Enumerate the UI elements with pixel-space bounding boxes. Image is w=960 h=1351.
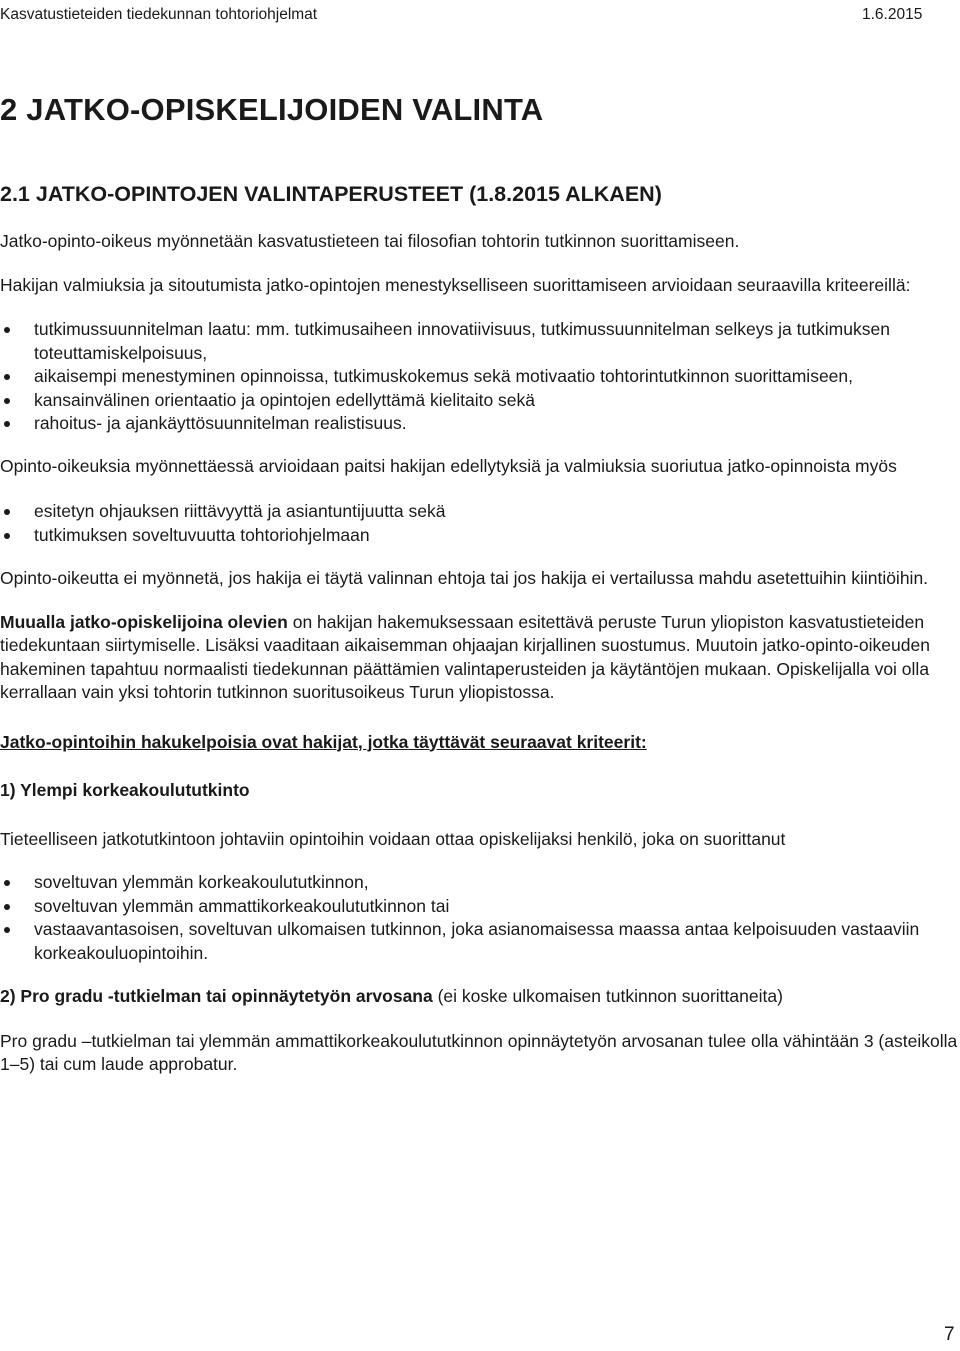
list-item-text: esitetyn ohjauksen riittävyyttä ja asiantuntijuutta sekä	[34, 501, 446, 521]
list-item-text: aikaisempi menestyminen opinnoissa, tutkimuskokemus sekä motivaatio tohtorintutkinnon suorittamiseen,	[34, 366, 854, 386]
header-title: Kasvatustieteiden tiedekunnan tohtoriohjelmat	[0, 6, 318, 23]
list-item-text: soveltuvan ylemmän ammattikorkeakoulututkinnon tai	[34, 895, 450, 916]
list-item	[0, 524, 960, 548]
paragraph-assessment: Opinto-oikeuksia myönnettäessä arvioidaan paitsi hakijan edellytyksiä ja valmiuksia suoriutua jatko-opinnoista myös	[0, 455, 897, 476]
list-item	[0, 318, 960, 365]
bullet-icon	[4, 533, 10, 539]
page-header	[0, 6, 960, 26]
subsection-heading: 2.1 JATKO-OPINTOJEN VALINTAPERUSTEET (1.8.2015 ALKAEN)	[0, 182, 662, 206]
criteria-list	[0, 318, 960, 436]
transfer-text: on hakijan hakemuksessaan esitettävä peruste Turun yliopiston kasvatustieteiden tiedekuntaan siirtymiselle. Lisäksi vaaditaan aikaisemman ohjaajan kirjallinen suostumus. Muutoin jatko-opinto-oikeuden hakeminen tapahtuu normaalisti tiedekunnan päättämien valintaperusteiden ja käytäntöjen mukaan. Opiskelijalla voi olla kerrallaan vain yksi tohtorin tutkinnon suoritusoikeus Turun yliopistossa.	[0, 611, 930, 702]
list-item	[0, 871, 960, 895]
paragraph-transfer	[0, 611, 960, 705]
list-item	[0, 389, 960, 413]
list-item-text: soveltuvan ylemmän korkeakoulututkinnon,	[34, 872, 369, 892]
document-body	[0, 230, 960, 1077]
bullet-icon	[4, 327, 10, 333]
section-heading: 2 JATKO-OPISKELIJOIDEN VALINTA	[0, 92, 544, 127]
criterion2-note: (ei koske ulkomaisen tutkinnon suorittaneita)	[432, 986, 783, 1006]
list-item-text: tutkimussuunnitelman laatu: mm. tutkimusaiheen innovatiivisuus, tutkimussuunnitelman selkeys ja tutkimuksen toteuttamiskelpoisuus,	[34, 319, 890, 363]
criterion2-paragraph	[0, 985, 960, 1009]
bullet-icon	[4, 398, 10, 404]
bullet-icon	[4, 904, 10, 910]
bullet-icon	[4, 927, 10, 933]
list-item	[0, 412, 960, 436]
page-number: 7	[944, 1324, 955, 1345]
criterion2-text: Pro gradu –tutkielman tai ylemmän ammattikorkeakoulututkinnon opinnäytetyön arvosanan tulee olla vähintään 3 (asteikolla 1–5) tai cum laude approbatur.	[0, 1030, 958, 1074]
assessment-list	[0, 500, 960, 547]
bullet-icon	[4, 880, 10, 886]
criterion2-heading: 2) Pro gradu -tutkielman tai opinnäytetyön arvosana	[0, 986, 433, 1006]
list-item	[0, 365, 960, 389]
bullet-icon	[4, 421, 10, 427]
list-item-text: tutkimuksen soveltuvuutta tohtoriohjelmaan	[34, 524, 370, 545]
degree-list	[0, 871, 960, 965]
criterion1-heading: 1) Ylempi korkeakoulututkinto	[0, 780, 250, 800]
transfer-emphasis: Muualla jatko-opiskelijoina olevien	[0, 611, 288, 632]
list-item	[0, 500, 960, 524]
list-item-text: rahoitus- ja ajankäyttösuunnitelman realistisuus.	[34, 413, 407, 433]
header-date: 1.6.2015	[862, 6, 923, 23]
bullet-icon	[4, 374, 10, 380]
bullet-icon	[4, 509, 10, 515]
paragraph-intro: Jatko-opinto-oikeus myönnetään kasvatustieteen tai filosofian tohtorin tutkinnon suorittamiseen.	[0, 231, 740, 251]
list-item	[0, 895, 960, 919]
eligibility-heading: Jatko-opintoihin hakukelpoisia ovat hakijat, jotka täyttävät seuraavat kriteerit:	[0, 731, 647, 752]
paragraph-rejection: Opinto-oikeutta ei myönnetä, jos hakija ei täytä valinnan ehtoja tai jos hakija ei vertailussa mahdu asetettuihin kiintiöihin.	[0, 568, 929, 588]
criterion1-text: Tieteelliseen jatkotutkintoon johtaviin opintoihin voidaan ottaa opiskelijaksi henkilö, joka on suorittanut	[0, 828, 786, 849]
list-item	[0, 918, 960, 965]
paragraph-criteria-intro: Hakijan valmiuksia ja sitoutumista jatko-opintojen menestykselliseen suorittamiseen arvioidaan seuraavilla kriteereillä:	[0, 274, 911, 295]
list-item-text: vastaavantasoisen, soveltuvan ulkomaisen tutkinnon, joka asianomaisessa maassa antaa kelpoisuuden vastaaviin korkeakouluopintoihin.	[34, 919, 920, 963]
list-item-text: kansainvälinen orientaatio ja opintojen edellyttämä kielitaito sekä	[34, 389, 536, 410]
